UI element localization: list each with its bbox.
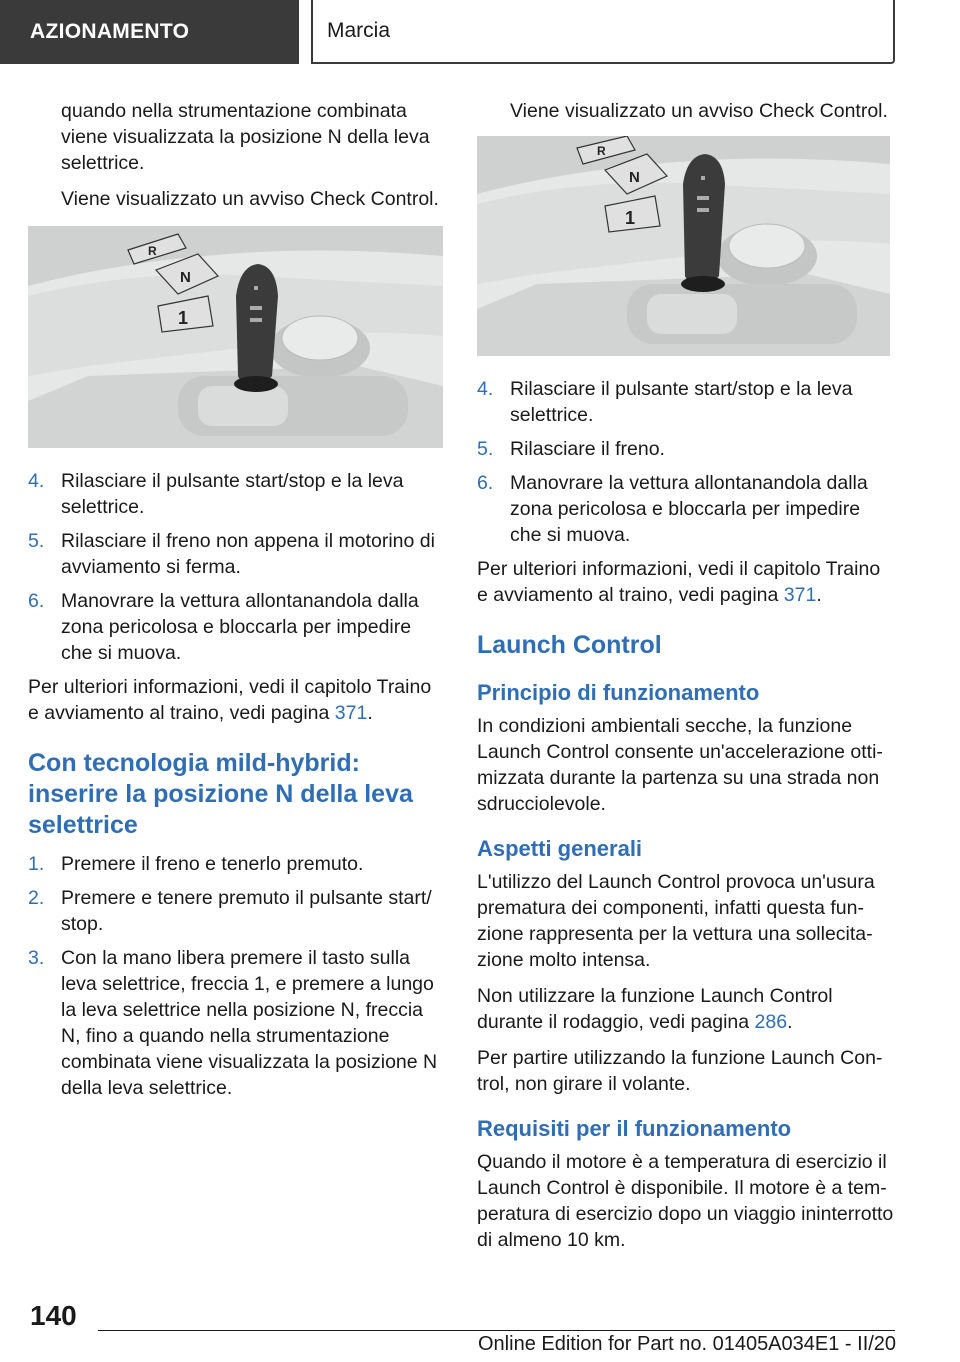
more-info-end: . xyxy=(816,584,822,606)
more-info-text: Per ulteriori informazioni, vedi il capitolo Traino e avviamento al traino, vedi pagina xyxy=(477,558,881,606)
page-link-371[interactable]: 371 xyxy=(783,584,817,606)
mild-hybrid-heading: Con tecnologia mild-hybrid: inserire la posizione N della leva selettrice xyxy=(28,749,413,839)
list-item xyxy=(28,885,446,937)
step-number: 4. xyxy=(28,470,45,492)
steps-list-b xyxy=(28,851,446,1101)
check-control-paragraph: Viene visualizzato un avviso Check Control. xyxy=(61,188,439,210)
footer-edition: Online Edition for Part no. 01405A034E1 - II/20 xyxy=(478,1333,897,1355)
section-tab xyxy=(0,0,299,64)
more-info-paragraph xyxy=(28,674,446,726)
arrow-n-label: N xyxy=(629,169,640,186)
arrow-r-label: R xyxy=(148,244,157,258)
arrow-1-label: 1 xyxy=(178,308,189,328)
general-paragraph-3: Per partire utilizzando la funzione Launch Control, non girare il volante. xyxy=(477,1047,883,1095)
step-number: 5. xyxy=(477,438,494,460)
arrow-r-label: R xyxy=(597,144,606,158)
intro-paragraph: quando nella strumentazione combinata viene visualizzata la posizione N della leva selettrice. xyxy=(61,100,430,174)
page-link-371[interactable]: 371 xyxy=(334,702,368,724)
list-item xyxy=(477,436,895,462)
step-text: Premere il freno e tenerlo premuto. xyxy=(61,853,364,875)
list-item xyxy=(28,588,446,666)
step-text: Rilasciare il freno non appena il motorino di avviamento si ferma. xyxy=(61,530,435,578)
general-paragraph-2 xyxy=(477,983,895,1035)
check-control-paragraph: Viene visualizzato un avviso Check Control. xyxy=(510,100,888,122)
step-number: 6. xyxy=(28,590,45,612)
principle-heading: Principio di funzionamento xyxy=(477,680,760,705)
step-text: Con la mano libera premere il tasto sulla leva selettrice, freccia 1, e premere a lungo la leva selettrice nella posizione N, freccia N, fino a quando nella strumentazione combinata viene visualizzata la posizione N della leva selettrice. xyxy=(61,947,438,1099)
step-number: 1. xyxy=(28,853,45,875)
gear-selector-illustration xyxy=(477,136,890,356)
steps-list xyxy=(477,376,895,548)
list-item xyxy=(477,376,895,428)
principle-paragraph: In condizioni ambientali secche, la funzione Launch Control consente un'accelerazione ottimizzata durante la partenza su una strada non sdrucciolevole. xyxy=(477,715,883,815)
arrow-1-label: 1 xyxy=(625,208,636,228)
general-text-2: Non utilizzare la funzione Launch Control durante il rodaggio, vedi pagina xyxy=(477,985,833,1033)
more-info-paragraph xyxy=(477,556,895,608)
general-text-2-end: . xyxy=(787,1011,793,1033)
step-number: 4. xyxy=(477,378,494,400)
step-text: Manovrare la vettura allontanandola dalla zona pericolosa e bloccarla per impedire che si muova. xyxy=(61,590,419,664)
arrow-n-label: N xyxy=(180,269,191,286)
step-text: Rilasciare il pulsante start/stop e la leva selettrice. xyxy=(510,378,853,426)
page-number: 140 xyxy=(30,1300,77,1331)
page-link-286[interactable]: 286 xyxy=(754,1011,788,1033)
requirements-heading: Requisiti per il funzionamento xyxy=(477,1116,792,1141)
footer-divider xyxy=(98,1330,895,1331)
section-title: AZIONAMENTO xyxy=(30,20,190,43)
requirements-paragraph: Quando il motore è a temperatura di esercizio il Launch Control è disponibile. Il motore è a temperatura di esercizio dopo un viaggio ininterrotto di almeno 10 km. xyxy=(477,1151,894,1251)
list-item xyxy=(28,528,446,580)
list-item xyxy=(477,470,895,548)
steps-list-a xyxy=(28,468,446,666)
list-item xyxy=(28,945,446,1101)
step-text: Rilasciare il pulsante start/stop e la leva selettrice. xyxy=(61,470,404,518)
right-column xyxy=(477,98,895,1263)
more-info-end: . xyxy=(367,702,373,724)
chapter-tab xyxy=(311,0,895,64)
general-paragraph-1: L'utilizzo del Launch Control provoca un'usura prematura dei componenti, infatti questa funzione rappresenta per la vettura una sollecitazione molto intensa. xyxy=(477,871,875,971)
general-heading: Aspetti generali xyxy=(477,836,643,861)
launch-control-heading: Launch Control xyxy=(477,631,662,659)
step-text: Rilasciare il freno. xyxy=(510,438,665,460)
more-info-text: Per ulteriori informazioni, vedi il capitolo Traino e avviamento al traino, vedi pagina xyxy=(28,676,432,724)
step-text: Premere e tenere premuto il pulsante start/ stop. xyxy=(61,887,432,935)
step-number: 3. xyxy=(28,947,45,969)
list-item xyxy=(28,851,446,877)
step-number: 5. xyxy=(28,530,45,552)
step-number: 2. xyxy=(28,887,45,909)
step-text: Manovrare la vettura allontanandola dalla zona pericolosa e bloccarla per impedire che si muova. xyxy=(510,472,868,546)
step-number: 6. xyxy=(477,472,494,494)
gear-selector-illustration xyxy=(28,226,443,448)
chapter-title: Marcia xyxy=(327,19,391,42)
left-column xyxy=(28,98,446,1109)
list-item xyxy=(28,468,446,520)
